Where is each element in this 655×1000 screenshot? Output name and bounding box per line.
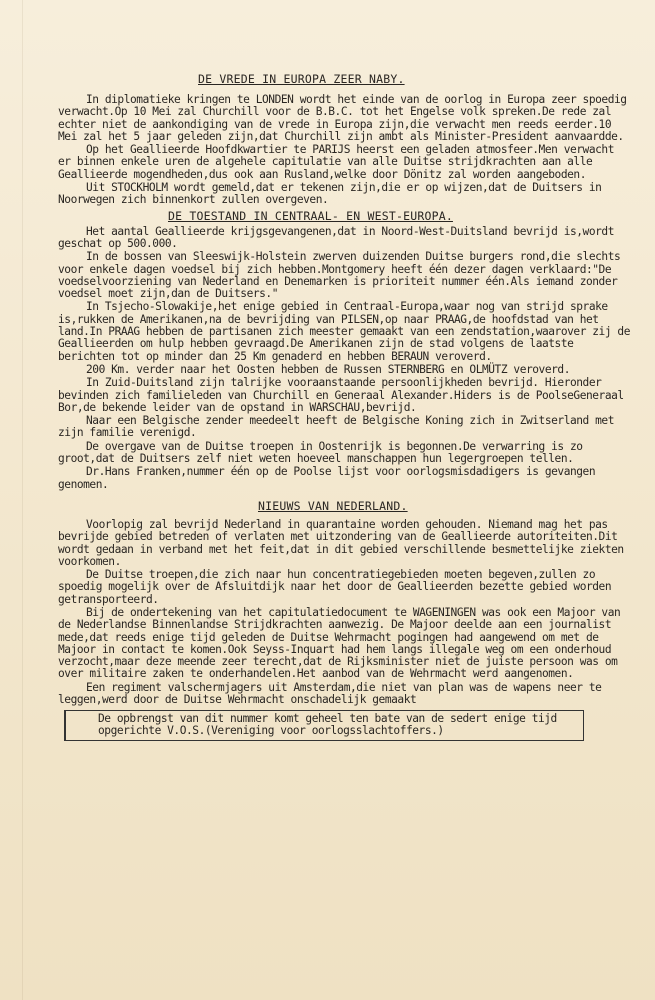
paragraph: 200 Km. verder naar het Oosten hebben de Russen STERNBERG en OLMÜTZ veroverd. bbox=[86, 362, 570, 376]
section-peace bbox=[58, 94, 631, 207]
section-situation bbox=[58, 226, 631, 491]
paragraph: In de bossen van Sleeswijk-Holstein zwerven duizenden Duitse burgers rond,die slechts voor enkele dagen voedsel bij zich hebben.Montgomery heeft één dezer dagen verklaard:"De voedselvoorziening van Nederland en Denemarken is prioriteit nummer één.Als iemand zonder voedsel moet zijn,dan de Duitsers." bbox=[58, 250, 621, 301]
proceeds-note-box bbox=[64, 710, 584, 741]
heading-netherlands: NIEUWS VAN NEDERLAND. bbox=[258, 498, 408, 513]
paragraph: In diplomatieke kringen te LONDEN wordt het einde van de oorlog in Europa zeer spoedig verwacht.Op 10 Mei zal Churchill voor de B.B.C. tot het Engelse volk spreken.De rede zal echter niet de aankondiging van de vrede in Europa zijn,die verwacht men reeds eerder.10 Mei zal het 5 jaar geleden zijn,dat Churchill zijn ambt als Minister-President aanvaardde. bbox=[58, 93, 627, 143]
heading-situation: DE TOESTAND IN CENTRAAL- EN WEST-EUROPA. bbox=[168, 208, 453, 223]
paragraph: Bij de ondertekening van het capitulatiedocument te WAGENINGEN was ook een Majoor van de Nederlandse Binnenlandse Strijdkrachten aanwezig. De Majoor deelde aan een journalist mede,dat reeds enige tijd geleden de Duitse Wehrmacht pogingen had aangewend om met de Majoor in contact te komen.Ook Seyss-Inquart had hem langs illegale weg om een onderhoud verzocht,maar deze meende zeer terecht,dat de Rijksminister niet de juiste persoon was om over militaire zaken te onderhandelen.Het aanbod van de Wehrmacht werd aangenomen. bbox=[58, 605, 621, 681]
paragraph: Uit STOCKHOLM wordt gemeld,dat er tekenen zijn,die er op wijzen,dat de Duitsers in Noorwegen zich binnenkort zullen overgeven. bbox=[58, 181, 602, 207]
paragraph: Een regiment valschermjagers uit Amsterdam,die niet van plan was de wapens neer te leggen,werd door de Duitse Wehrmacht onschadelijk gemaakt bbox=[58, 680, 602, 707]
paragraph: De Duitse troepen,die zich naar hun concentratiegebieden moeten begeven,zullen zo spoedig mogelijk over de Afsluitdijk naar het door de Geallieerden bezette gebied worden getransporteerd. bbox=[58, 568, 612, 606]
paragraph: Naar een Belgische zender meedeelt heeft de Belgische Koning zich in Zwitserland met zijn familie verenigd. bbox=[58, 414, 614, 440]
proceeds-note-text: De opbrengst van dit nummer komt geheel ten bate van de sedert enige tijd opgerichte V.O.S.(Vereniging voor oorlogsslachtoffers.) bbox=[98, 712, 557, 738]
section-netherlands bbox=[58, 519, 631, 706]
paragraph: In Zuid-Duitsland zijn talrijke vooraanstaande persoonlijkheden bevrijd. Hieronder bevinden zich familieleden van Churchill en Generaal Alexander.Hiders is de PoolseGeneraal Bor,de bekende leider van de opstand in WARSCHAU,bevrijd. bbox=[58, 376, 624, 414]
paragraph: In Tsjecho-Slowakije,het enige gebied in Centraal-Europa,waar nog van strijd sprake is,rukken de Amerikanen,na de bevrijding van PILSEN,op naar PRAAG,de hoofdstad van het land.In PRAAG hebben de partisanen zich meester gemaakt van een zendstation,waarover zij de Geallieerden om hulp hebben gevraagd.De Amerikanen zijn de stad volgens de laatste berichten tot op minder dan 25 Km genaderd en hebben BERAUN veroverd. bbox=[58, 300, 630, 363]
paragraph: Voorlopig zal bevrijd Nederland in quarantaine worden gehouden. Niemand mag het pas bevrijde gebied betreden of verlaten met uitzondering van de Geallieerde autoriteiten.Dit wordt gedaan in verband met het feit,dat in dit gebied verschillende besmettelijke ziekten voorkomen. bbox=[58, 517, 624, 568]
heading-peace: DE VREDE IN EUROPA ZEER NABY. bbox=[198, 72, 405, 86]
paragraph: Dr.Hans Franken,nummer één op de Poolse lijst voor oorlogsmisdadigers is gevangen genomen. bbox=[58, 465, 596, 491]
paragraph: De overgave van de Duitse troepen in Oostenrijk is begonnen.De verwarring is zo groot,dat de Duitsers zelf niet weten hoeveel manschappen hun legergroepen tellen. bbox=[58, 439, 583, 466]
paragraph: Op het Geallieerde Hoofdkwartier te PARIJS heerst een geladen atmosfeer.Men verwacht er binnen enkele uren de algehele capitulatie van alle Duitse strijdkrachten aan alle Geallieerde mogendheden,dus ook aan Rusland,welke door Dönitz zal worden aangeboden. bbox=[58, 143, 614, 181]
paragraph: Het aantal Geallieerde krijgsgevangenen,dat in Noord-West-Duitsland bevrijd is,wordt geschat op 500.000. bbox=[58, 224, 614, 250]
